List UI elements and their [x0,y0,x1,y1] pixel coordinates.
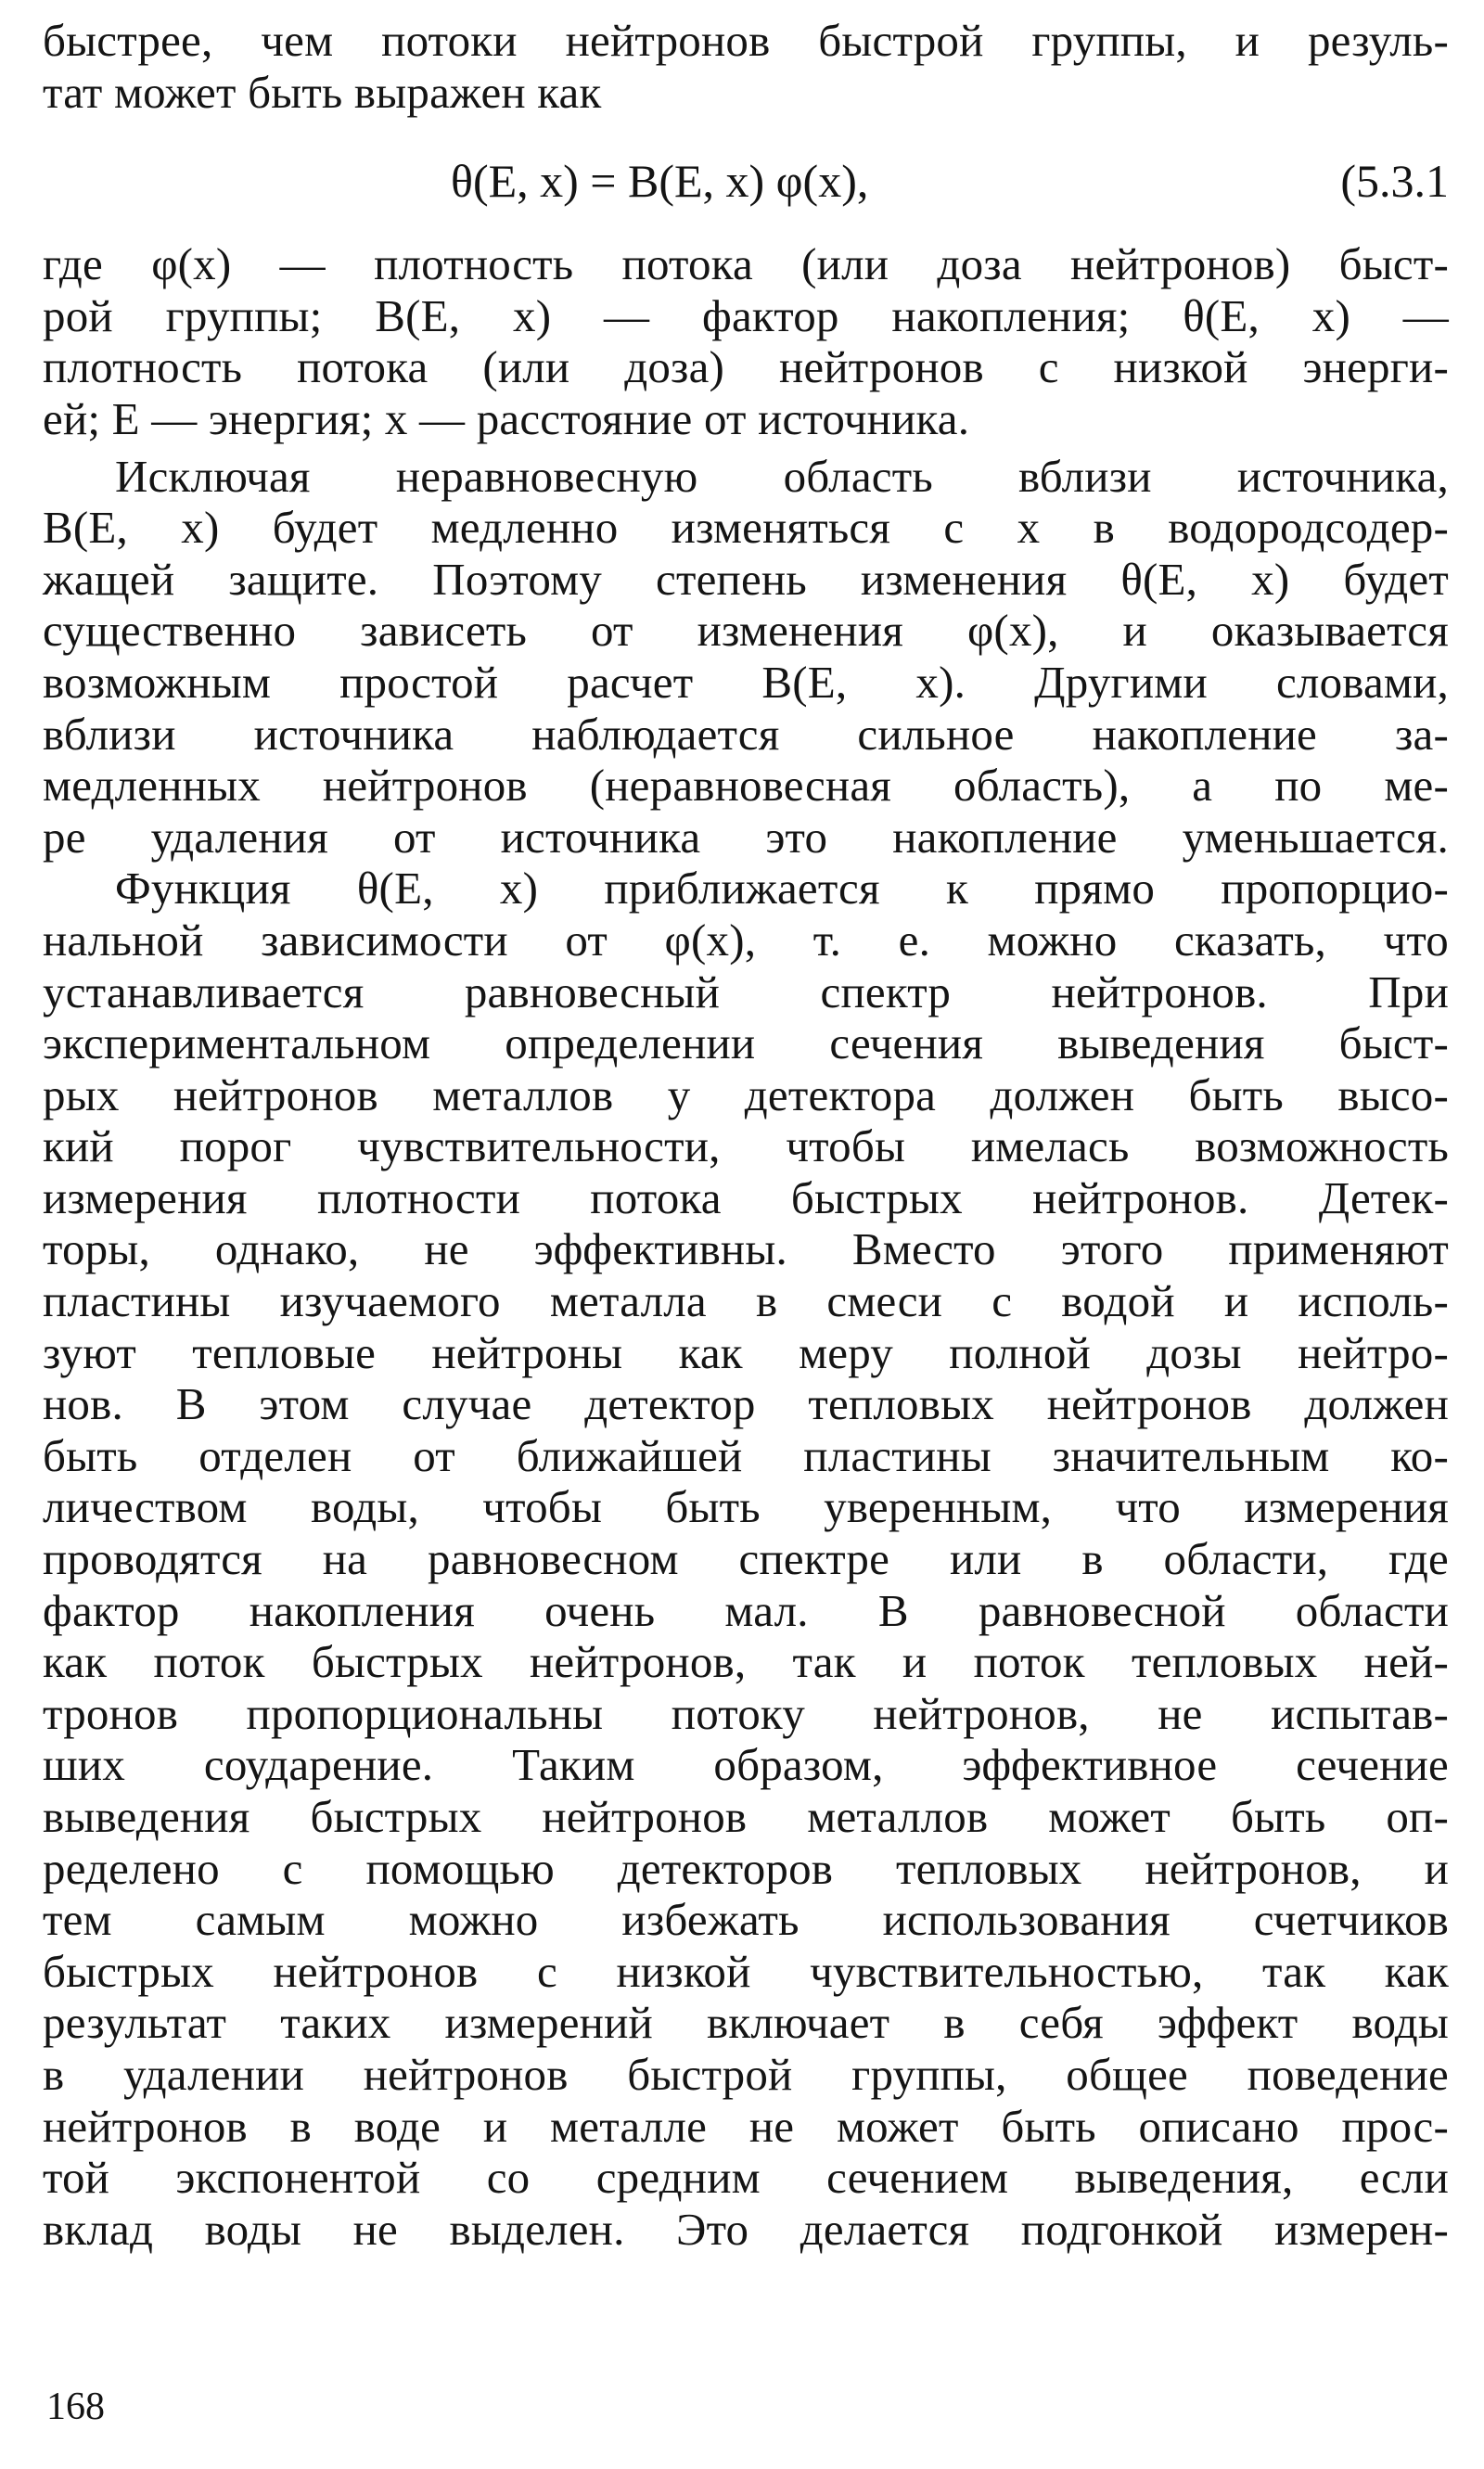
text-line: ей; E — энергия; x — расстояние от источника. [43,392,970,444]
text-line: возможным простой расчет B(E, x). Другими словами, [43,656,1449,708]
text-line: Функция θ(E, x) приближается к прямо пропорцио- [115,863,1449,915]
text-line: рой группы; B(E, x) — фактор накопления; θ(E, x) — [43,289,1449,341]
text-line: в удалении нейтронов быстрой группы, общее поведение [43,2048,1449,2100]
text-line: нов. В этом случае детектор тепловых нейтронов должен [43,1378,1449,1430]
text-line: проводятся на равновесном спектре или в области, где [43,1533,1449,1585]
text-line: нальной зависимости от φ(x), т. е. можно сказать, что [43,914,1449,966]
text-line: пластины изучаемого металла в смеси с водой и исполь- [43,1275,1449,1327]
text-line: зуют тепловые нейтроны как меру полной дозы нейтро- [43,1326,1449,1378]
text-line: той экспонентой со средним сечением выведения, если [43,2152,1449,2204]
text-line: ределено с помощью детекторов тепловых нейтронов, и [43,1842,1449,1894]
text-line: вклад воды не выделен. Это делается подгонкой измерен- [43,2203,1449,2255]
text-line: ре удаления от источника это накопление уменьшается. [43,811,1449,863]
page-body [43,15,1449,2255]
text-line: существенно зависеть от изменения φ(x), и оказывается [43,605,1449,657]
text-line: кий порог чувствительности, чтобы имелась возможность [43,1120,1449,1172]
text-line: тат может быть выражен как [43,66,602,118]
page-number: 168 [46,2386,105,2428]
text-line: рых нейтронов металлов у детектора должен быть высо- [43,1068,1449,1120]
text-line: Исключая неравновесную область вблизи источника, [115,450,1449,502]
text-line: торы, однако, не эффективны. Вместо этого применяют [43,1223,1449,1275]
text-line: быстрых нейтронов с низкой чувствительностью, так как [43,1945,1449,1997]
text-line: выведения быстрых нейтронов металлов может быть оп- [43,1791,1449,1842]
paragraph-function-theta [43,863,1449,2255]
text-line: ших соударение. Таким образом, эффективное сечение [43,1739,1449,1791]
text-line: B(E, x) будет медленно изменяться с x в водородсодер- [43,502,1449,554]
text-line: тронов пропорциональны потоку нейтронов, не испытав- [43,1687,1449,1739]
intro-paragraph [43,15,1449,118]
text-line: результат таких измерений включает в себя эффект воды [43,1997,1449,2049]
formula-text: θ(E, x) = B(E, x) φ(x), [451,155,869,208]
equation-number: (5.3.1 [1340,155,1449,208]
text-line: медленных нейтронов (неравновесная область), а по ме- [43,760,1449,812]
text-line: экспериментальном определении сечения выведения быст- [43,1017,1449,1069]
text-line: быть отделен от ближайшей пластины значительным ко- [43,1429,1449,1481]
paragraph-nonequilibrium [43,451,1449,864]
text-line: жащей защите. Поэтому степень изменения θ(E, x) будет [43,553,1449,605]
text-line: личеством воды, чтобы быть уверенным, что измерения [43,1481,1449,1533]
text-line: тем самым можно избежать использования счетчиков [43,1894,1449,1946]
text-line: как поток быстрых нейтронов, так и поток тепловых ней- [43,1636,1449,1688]
text-line: где φ(x) — плотность потока (или доза нейтронов) быст- [43,238,1449,290]
text-line: нейтронов в воде и металле не может быть описано прос- [43,2100,1449,2152]
text-line: фактор накопления очень мал. В равновесной области [43,1584,1449,1636]
text-line: устанавливается равновесный спектр нейтронов. При [43,966,1449,1017]
definitions-paragraph [43,238,1449,444]
text-line: измерения плотности потока быстрых нейтронов. Детек- [43,1171,1449,1223]
text-line: быстрее, чем потоки нейтронов быстрой группы, и резуль- [43,15,1449,66]
equation-5-3-1 [43,138,1449,224]
text-line: вблизи источника наблюдается сильное накопление за- [43,708,1449,760]
text-line: плотность потока (или доза) нейтронов с низкой энерги- [43,341,1449,393]
